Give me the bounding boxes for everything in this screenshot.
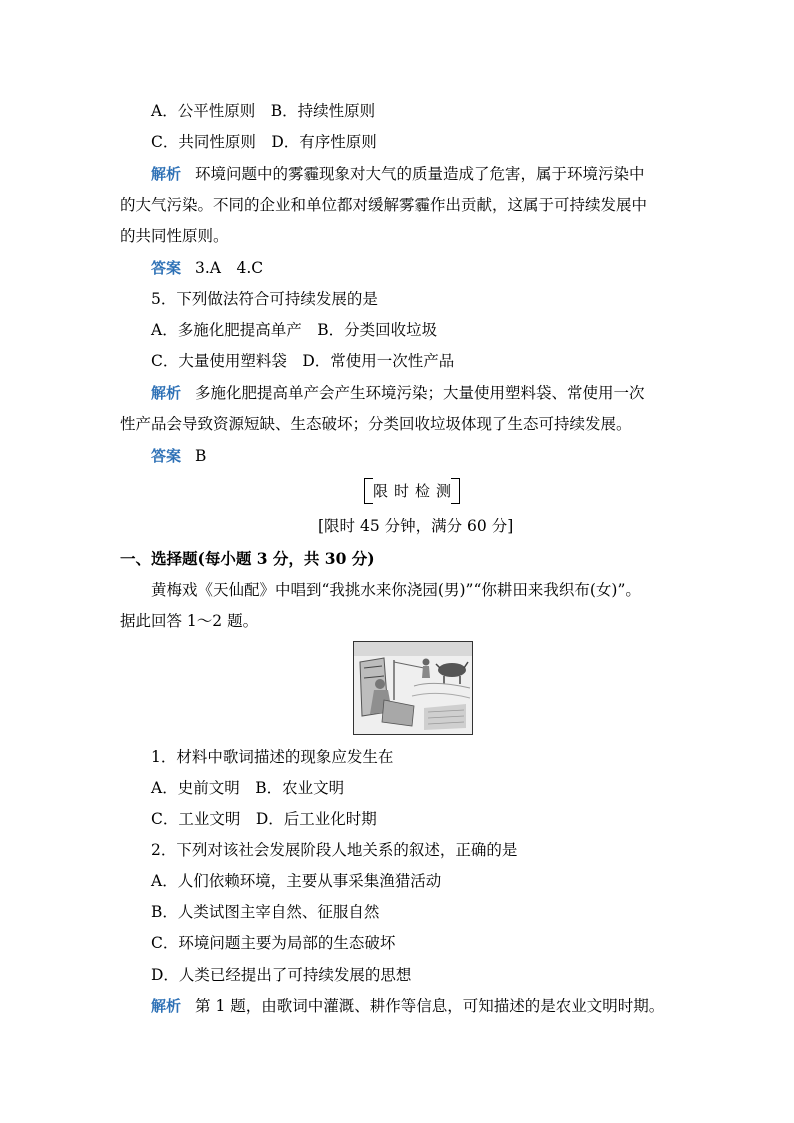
question-line: 1．材料中歌词描述的现象应发生在 bbox=[151, 748, 394, 766]
answer-tag: 答案 bbox=[151, 259, 182, 277]
section-title: 限时检测 bbox=[372, 482, 457, 500]
analysis-line bbox=[151, 383, 645, 403]
question-line: 2．下列对该社会发展阶段人地关系的叙述，正确的是 bbox=[151, 841, 518, 859]
bracket-left bbox=[364, 478, 373, 504]
option-line: B．人类试图主宰自然、征服自然 bbox=[151, 903, 380, 921]
answer-text: B bbox=[195, 447, 207, 465]
option-line: C．共同性原则 D．有序性原则 bbox=[151, 133, 377, 151]
bracket-right bbox=[451, 478, 460, 504]
analysis-text: 多施化肥提高单产会产生环境污染；大量使用塑料袋、常使用一次 bbox=[195, 384, 645, 402]
illustration-drawing bbox=[354, 642, 472, 734]
analysis-text: 第 1 题，由歌词中灌溉、耕作等信息，可知描述的是农业文明时期。 bbox=[195, 997, 665, 1015]
analysis-line bbox=[151, 996, 664, 1016]
answer-text: 3.A 4.C bbox=[195, 259, 264, 277]
answer-line bbox=[151, 446, 206, 466]
section-heading bbox=[364, 478, 460, 504]
analysis-tag: 解析 bbox=[151, 997, 182, 1015]
option-line: C．环境问题主要为局部的生态破坏 bbox=[151, 934, 396, 952]
option-line: C．大量使用塑料袋 D．常使用一次性产品 bbox=[151, 352, 455, 370]
answer-tag: 答案 bbox=[151, 447, 182, 465]
answer-line bbox=[151, 258, 263, 278]
analysis-text: 环境问题中的雾霾现象对大气的质量造成了危害，属于环境污染中 bbox=[195, 165, 645, 183]
illustration-image bbox=[353, 641, 473, 735]
analysis-line: 的大气污染。不同的企业和单位都对缓解雾霾作出贡献，这属于可持续发展中 bbox=[120, 196, 648, 214]
analysis-line bbox=[151, 164, 645, 184]
question-line: 5．下列做法符合可持续发展的是 bbox=[151, 290, 378, 308]
option-line: A．人们依赖环境，主要从事采集渔猎活动 bbox=[151, 872, 442, 890]
option-line: A．公平性原则 B．持续性原则 bbox=[151, 102, 376, 120]
analysis-tag: 解析 bbox=[151, 165, 182, 183]
analysis-line: 的共同性原则。 bbox=[120, 227, 229, 245]
analysis-line: 性产品会导致资源短缺、生态破坏；分类回收垃圾体现了生态可持续发展。 bbox=[120, 415, 632, 433]
option-line: D．人类已经提出了可持续发展的思想 bbox=[151, 966, 412, 984]
section-subtitle: [限时 45 分钟，满分 60 分] bbox=[318, 517, 514, 535]
material-line: 据此回答 1～2 题。 bbox=[120, 612, 259, 630]
analysis-tag: 解析 bbox=[151, 384, 182, 402]
material-line: 黄梅戏《天仙配》中唱到“我挑水来你浇园(男)”“你耕田来我织布(女)”。 bbox=[151, 581, 641, 599]
option-line: A．多施化肥提高单产 B．分类回收垃圾 bbox=[151, 321, 438, 339]
section-instruction: 一、选择题(每小题 3 分，共 30 分) bbox=[120, 549, 375, 568]
option-line: A．史前文明 B．农业文明 bbox=[151, 779, 345, 797]
option-line: C．工业文明 D．后工业化时期 bbox=[151, 810, 377, 828]
